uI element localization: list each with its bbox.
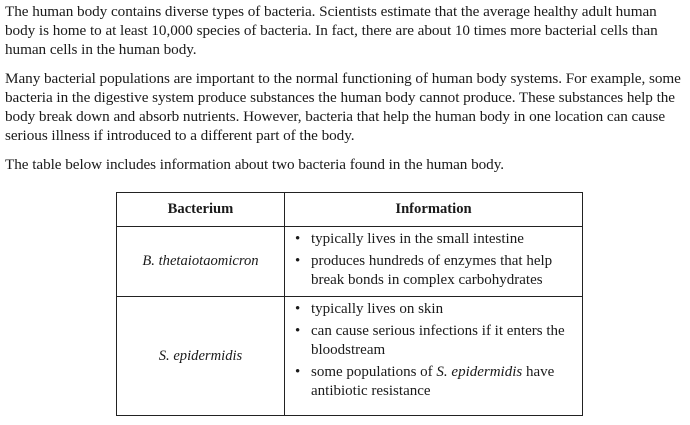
- table-row: [117, 227, 583, 297]
- table-header-row: [117, 193, 583, 227]
- information-list: [285, 227, 582, 290]
- header-information: Information: [285, 193, 583, 227]
- list-item: • can cause serious infections if it enters the bloodstream: [295, 323, 565, 358]
- bacterium-name: B. thetaiotaomicron: [117, 227, 285, 297]
- information-cell: [285, 227, 583, 297]
- table-row: [117, 297, 583, 416]
- paragraph-intro: The human body contains diverse types of bacteria. Scientists estimate that the average healthy adult human body is home to at least 10,000 species of bacteria. In fact, there are about 10 times more bacterial cells than human cells in the human body.: [5, 3, 658, 58]
- list-item: • typically lives in the small intestine: [295, 231, 524, 247]
- list-item: • some populations of S. epidermidis have antibiotic resistance: [295, 364, 555, 399]
- list-item: • produces hundreds of enzymes that help break bonds in complex carbohydrates: [295, 253, 553, 288]
- header-bacterium: Bacterium: [117, 193, 285, 227]
- bullet-icon: •: [295, 323, 301, 339]
- information-cell: [285, 297, 583, 416]
- paragraph-table-intro: The table below includes information about two bacteria found in the human body.: [5, 156, 505, 173]
- list-item: • typically lives on skin: [295, 301, 444, 317]
- bullet-icon: •: [295, 231, 301, 247]
- bullet-icon: •: [295, 301, 301, 317]
- bullet-icon: •: [295, 253, 301, 269]
- information-list: [285, 297, 582, 401]
- bacterium-name: S. epidermidis: [117, 297, 285, 416]
- bacteria-table: [116, 192, 583, 416]
- paragraph-bacterial-populations: Many bacterial populations are important to the normal functioning of human body systems. For example, some bacteria in the digestive system produce substances the human body cannot produce. These substances help the body break down and absorb nutrients. However, bacteria that help the human body in one location can cause serious illness if introduced to a different part of the body.: [5, 70, 681, 144]
- bullet-icon: •: [295, 364, 301, 380]
